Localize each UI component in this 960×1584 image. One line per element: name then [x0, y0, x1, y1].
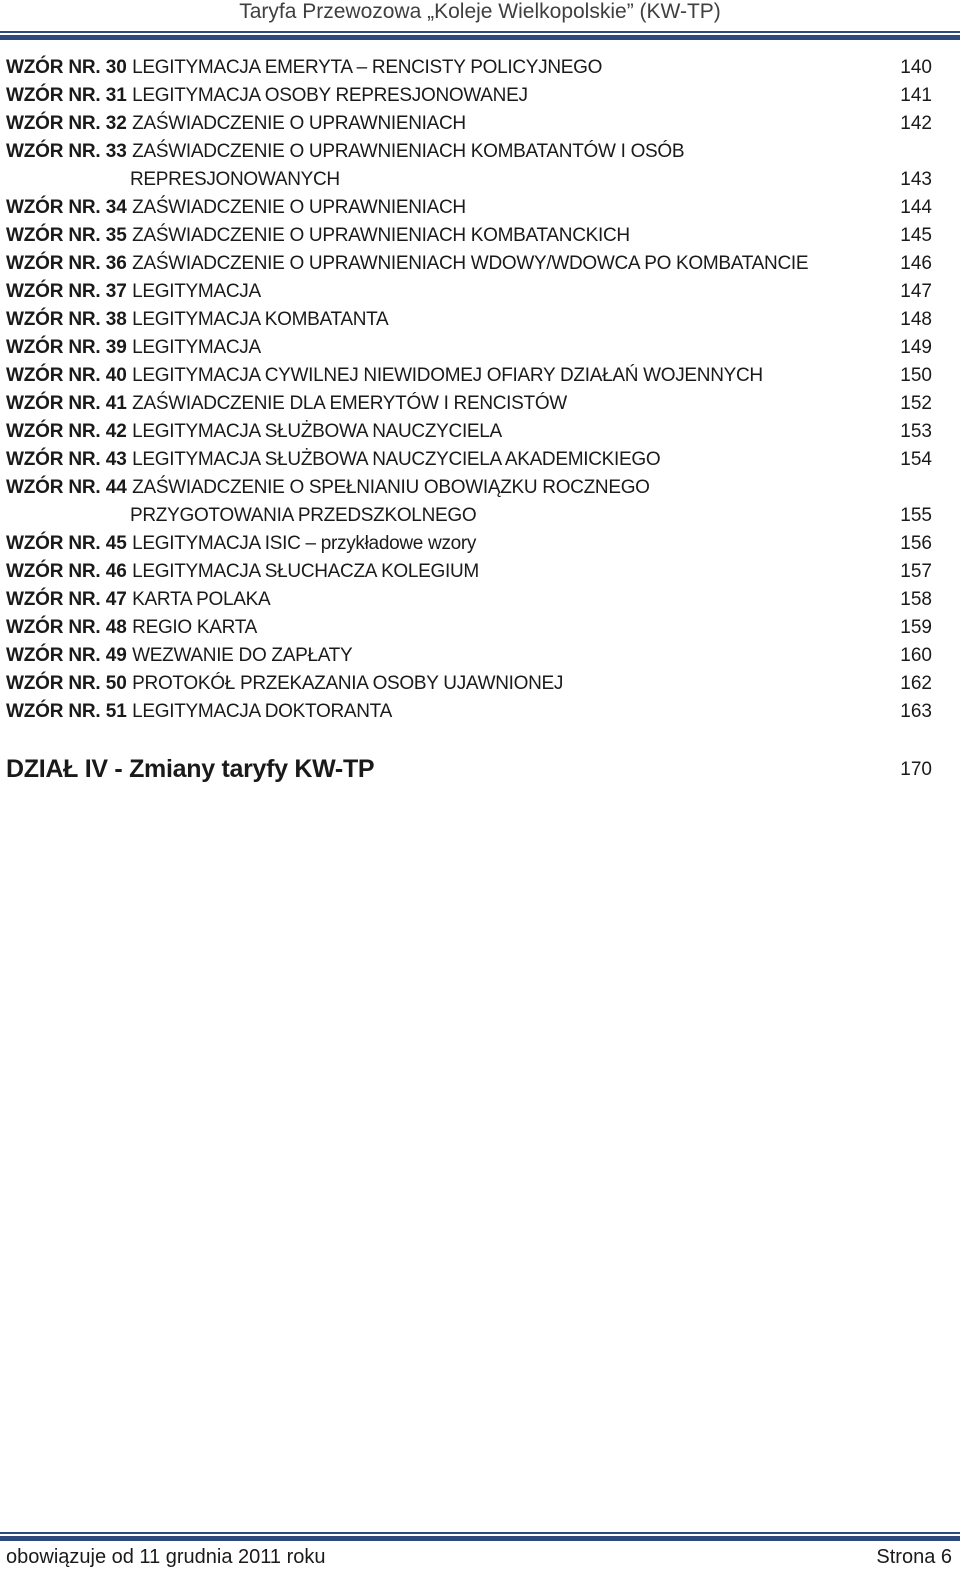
entry-page-number: 160: [900, 645, 932, 666]
entry-prefix: WZÓR NR.: [6, 113, 101, 134]
entry-title-continuation: PRZYGOTOWANIA PRZEDSZKOLNEGO: [130, 505, 477, 526]
entry-title: LEGITYMACJA EMERYTA – RENCISTY POLICYJNEGO: [132, 57, 603, 78]
entry-prefix: WZÓR NR.: [6, 589, 101, 610]
entry-number: 42: [105, 421, 127, 442]
entry-title: ZAŚWIADCZENIE O UPRAWNIENIACH KOMBATANCKICH: [132, 225, 630, 246]
entry-number: 49: [105, 645, 127, 666]
entry-page-number: 156: [900, 533, 932, 554]
entry-title: LEGITYMACJA CYWILNEJ NIEWIDOMEJ OFIARY DZIAŁAŃ WOJENNYCH: [132, 365, 763, 386]
toc-entry[interactable]: [6, 54, 932, 82]
entry-prefix: WZÓR NR.: [6, 365, 101, 386]
entry-page-number: 154: [900, 449, 932, 470]
entry-prefix: WZÓR NR.: [6, 561, 101, 582]
entry-page-number: 146: [900, 253, 932, 274]
toc-entry[interactable]: [6, 110, 932, 138]
entry-prefix: WZÓR NR.: [6, 141, 101, 162]
toc-entry[interactable]: [6, 306, 932, 334]
footer-rule-bold: [0, 1536, 960, 1541]
entry-prefix: WZÓR NR.: [6, 337, 101, 358]
entry-page-number: 163: [900, 701, 932, 722]
entry-number: 36: [105, 253, 127, 274]
entry-title: ZAŚWIADCZENIE DLA EMERYTÓW I RENCISTÓW: [132, 393, 567, 414]
entry-title: ZAŚWIADCZENIE O UPRAWNIENIACH WDOWY/WDOWCA PO KOMBATANCIE: [132, 253, 809, 274]
toc-entry[interactable]: [6, 642, 932, 670]
entry-page-number: 162: [900, 673, 932, 694]
entry-number: 34: [105, 197, 127, 218]
entry-title: LEGITYMACJA OSOBY REPRESJONOWANEJ: [132, 85, 528, 106]
entry-prefix: WZÓR NR.: [6, 645, 101, 666]
toc-entry[interactable]: [6, 390, 932, 418]
toc-entry[interactable]: [6, 614, 932, 642]
entry-title: KARTA POLAKA: [132, 589, 271, 610]
entry-page-number: 142: [900, 113, 932, 134]
entry-number: 50: [105, 673, 127, 694]
toc-entry[interactable]: [6, 194, 932, 222]
toc-entry[interactable]: [6, 418, 932, 446]
toc-entry-continuation[interactable]: [6, 166, 932, 194]
toc-entry[interactable]: [6, 698, 932, 726]
entry-title: LEGITYMACJA KOMBATANTA: [132, 309, 389, 330]
entry-page-number: 152: [900, 393, 932, 414]
header-rule-bold: [0, 35, 960, 40]
entry-title: ZAŚWIADCZENIE O UPRAWNIENIACH: [132, 113, 466, 134]
entry-prefix: WZÓR NR.: [6, 57, 101, 78]
entry-page-number: 157: [900, 561, 932, 582]
entry-page-number: 140: [900, 57, 932, 78]
entry-prefix: WZÓR NR.: [6, 225, 101, 246]
entry-title: LEGITYMACJA: [132, 337, 261, 358]
entry-page-number: 150: [900, 365, 932, 386]
entry-number: 47: [105, 589, 127, 610]
entry-title-continuation: REPRESJONOWANYCH: [130, 169, 340, 190]
entry-page-number: 144: [900, 197, 932, 218]
entry-number: 37: [105, 281, 127, 302]
entry-prefix: WZÓR NR.: [6, 421, 101, 442]
entry-number: 51: [105, 701, 127, 722]
entry-number: 33: [105, 141, 127, 162]
entry-title: LEGITYMACJA DOKTORANTA: [132, 701, 392, 722]
entry-page-number: 147: [900, 281, 932, 302]
toc-entry[interactable]: [6, 474, 932, 502]
entry-title: LEGITYMACJA SŁUŻBOWA NAUCZYCIELA AKADEMICKIEGO: [132, 449, 661, 470]
entry-title: WEZWANIE DO ZAPŁATY: [132, 645, 353, 666]
entry-prefix: WZÓR NR.: [6, 701, 101, 722]
entry-number: 39: [105, 337, 127, 358]
entry-title: LEGITYMACJA: [132, 281, 261, 302]
entry-title: LEGITYMACJA SŁUCHACZA KOLEGIUM: [132, 561, 479, 582]
page-header: [0, 0, 960, 28]
footer-rule: [0, 1532, 960, 1534]
entry-number: 40: [105, 365, 127, 386]
toc-entry[interactable]: [6, 222, 932, 250]
entry-prefix: WZÓR NR.: [6, 281, 101, 302]
entry-prefix: WZÓR NR.: [6, 533, 101, 554]
toc-entry[interactable]: [6, 586, 932, 614]
entry-page-number: 159: [900, 617, 932, 638]
entry-page-number: 153: [900, 421, 932, 442]
toc-entry[interactable]: [6, 530, 932, 558]
header-title: Taryfa Przewozowa „Koleje Wielkopolskie” (KW-TP): [239, 0, 721, 23]
entry-number: 30: [105, 57, 127, 78]
toc-entry[interactable]: [6, 82, 932, 110]
entry-number: 45: [105, 533, 127, 554]
entry-prefix: WZÓR NR.: [6, 197, 101, 218]
toc-entry[interactable]: [6, 334, 932, 362]
toc-entry[interactable]: [6, 362, 932, 390]
entry-title: REGIO KARTA: [132, 617, 257, 638]
entry-page-number: 155: [900, 505, 932, 526]
section-page-number: 170: [900, 759, 932, 780]
entry-prefix: WZÓR NR.: [6, 309, 101, 330]
entry-title: ZAŚWIADCZENIE O SPEŁNIANIU OBOWIĄZKU ROCZNEGO: [132, 477, 650, 498]
entry-title: LEGITYMACJA ISIC – przykładowe wzory: [132, 533, 477, 554]
entry-page-number: 149: [900, 337, 932, 358]
toc-section-entry[interactable]: [6, 752, 932, 786]
entry-title: ZAŚWIADCZENIE O UPRAWNIENIACH KOMBATANTÓW I OSÓB: [132, 141, 685, 162]
entry-number: 31: [105, 85, 127, 106]
toc-entry[interactable]: [6, 446, 932, 474]
entry-page-number: 148: [900, 309, 932, 330]
entry-page-number: 158: [900, 589, 932, 610]
toc-entry[interactable]: [6, 138, 932, 166]
entry-page-number: 145: [900, 225, 932, 246]
entry-number: 43: [105, 449, 127, 470]
entry-number: 38: [105, 309, 127, 330]
toc-entry-continuation[interactable]: [6, 502, 932, 530]
toc-entry[interactable]: [6, 278, 932, 306]
toc-entry[interactable]: [6, 558, 932, 586]
entry-prefix: WZÓR NR.: [6, 85, 101, 106]
entry-title: ZAŚWIADCZENIE O UPRAWNIENIACH: [132, 197, 466, 218]
toc-entry[interactable]: [6, 250, 932, 278]
entry-prefix: WZÓR NR.: [6, 673, 101, 694]
entry-number: 35: [105, 225, 127, 246]
entry-prefix: WZÓR NR.: [6, 617, 101, 638]
footer-page-number: Strona 6: [876, 1546, 952, 1568]
entry-number: 41: [105, 393, 127, 414]
entry-number: 32: [105, 113, 127, 134]
table-of-contents: [6, 54, 932, 726]
entry-prefix: WZÓR NR.: [6, 477, 101, 498]
section-title: DZIAŁ IV - Zmiany taryfy KW-TP: [6, 755, 375, 783]
toc-entry[interactable]: [6, 670, 932, 698]
entry-prefix: WZÓR NR.: [6, 449, 101, 470]
entry-number: 48: [105, 617, 127, 638]
entry-title: PROTOKÓŁ PRZEKAZANIA OSOBY UJAWNIONEJ: [132, 673, 564, 694]
entry-page-number: 141: [900, 85, 932, 106]
entry-title: LEGITYMACJA SŁUŻBOWA NAUCZYCIELA: [132, 421, 502, 442]
entry-page-number: 143: [900, 169, 932, 190]
footer-validity-text: obowiązuje od 11 grudnia 2011 roku: [6, 1546, 326, 1568]
entry-number: 44: [105, 477, 127, 498]
entry-prefix: WZÓR NR.: [6, 393, 101, 414]
entry-prefix: WZÓR NR.: [6, 253, 101, 274]
entry-number: 46: [105, 561, 127, 582]
header-rule: [0, 31, 960, 33]
page-footer: [6, 1544, 952, 1572]
